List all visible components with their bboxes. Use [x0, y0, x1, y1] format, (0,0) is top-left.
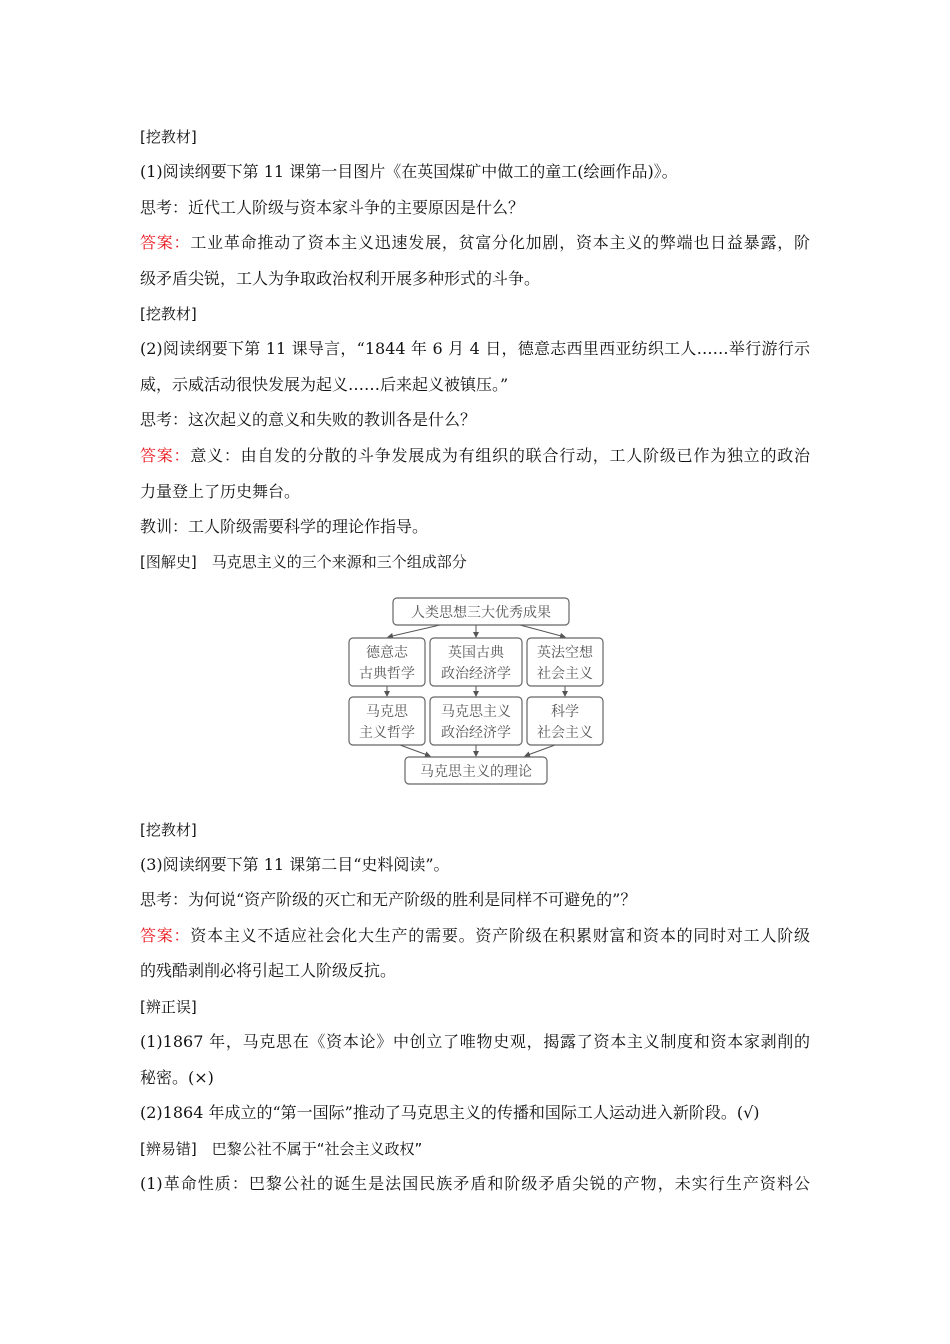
think-prompt: 思考：这次起义的意义和失败的教训各是什么？	[140, 410, 477, 429]
think-prompt: 思考：近代工人阶级与资本家斗争的主要原因是什么？	[140, 198, 525, 217]
source-label: 德意志	[366, 645, 408, 661]
answer-label: 答案：	[140, 233, 191, 252]
bottom-label: 马克思主义的理论	[420, 764, 532, 780]
part-label: 科学	[551, 704, 579, 720]
answer-cont: 级矛盾尖锐，工人为争取政治权利开展多种形式的斗争。	[140, 269, 541, 288]
source-label: 古典哲学	[359, 666, 415, 682]
answer	[140, 926, 810, 946]
section-tag: [辨易错] 巴黎公社不属于“社会主义政权”	[140, 1140, 423, 1158]
section-tag: [挖教材]	[140, 128, 197, 146]
top-label: 人类思想三大优秀成果	[411, 605, 551, 621]
answer-text: 工业革命推动了资本主义迅速发展，贫富分化加剧，资本主义的弊端也日益暴露，阶	[190, 233, 810, 252]
source-label: 英法空想	[537, 645, 593, 661]
part-label: 社会主义	[537, 725, 593, 741]
judge-item: (2)1864 年成立的“第一国际”推动了马克思主义的传播和国际工人运动进入新阶段。(√)	[140, 1103, 760, 1122]
part-label: 马克思	[366, 704, 408, 720]
answer-cont: 力量登上了历史舞台。	[140, 482, 301, 501]
question: (3)阅读纲要下第 11 课第二目“史料阅读”。	[140, 855, 450, 874]
part-label: 政治经济学	[441, 725, 511, 741]
answer-label: 答案：	[140, 446, 191, 465]
answer	[140, 233, 810, 253]
question-cont: 威，示威活动很快发展为起义……后来起义被镇压。”	[140, 375, 509, 394]
question: (1)阅读纲要下第 11 课第一目图片《在英国煤矿中做工的童工(绘画作品)》。	[140, 162, 678, 181]
answer-label: 答案：	[140, 926, 191, 945]
source-label: 政治经济学	[441, 666, 511, 682]
marxism-sources-diagram	[340, 590, 620, 790]
part-label: 主义哲学	[359, 725, 415, 741]
judge-item-cont: 秘密。(×)	[140, 1068, 214, 1087]
section-tag: [挖教材]	[140, 305, 197, 323]
section-tag: [挖教材]	[140, 821, 197, 839]
part-label: 马克思主义	[441, 704, 511, 720]
judge-item: (1)1867 年，马克思在《资本论》中创立了唯物史观，揭露了资本主义制度和资本家剥削的	[140, 1032, 810, 1051]
answer	[140, 446, 810, 466]
lesson: 教训：工人阶级需要科学的理论作指导。	[140, 517, 429, 536]
source-label: 英国古典	[448, 645, 504, 661]
answer-text: 资本主义不适应社会化大生产的需要。资产阶级在积累财富和资本的同时对工人阶级	[190, 926, 810, 945]
misconception-item: (1)革命性质：巴黎公社的诞生是法国民族矛盾和阶级矛盾尖锐的产物，未实行生产资料公	[140, 1174, 810, 1193]
diagram-heading: [图解史] 马克思主义的三个来源和三个组成部分	[140, 553, 467, 571]
question: (2)阅读纲要下第 11 课导言，“1844 年 6 月 4 日，德意志西里西亚纺织工人……举行游行示	[140, 339, 810, 358]
think-prompt: 思考：为何说“资产阶级的灭亡和无产阶级的胜利是同样不可避免的”？	[140, 890, 637, 909]
section-tag: [辨正误]	[140, 998, 197, 1016]
answer-cont: 的残酷剥削必将引起工人阶级反抗。	[140, 961, 397, 980]
source-label: 社会主义	[537, 666, 593, 682]
answer-text: 意义：由自发的分散的斗争发展成为有组织的联合行动，工人阶级已作为独立的政治	[190, 446, 810, 465]
